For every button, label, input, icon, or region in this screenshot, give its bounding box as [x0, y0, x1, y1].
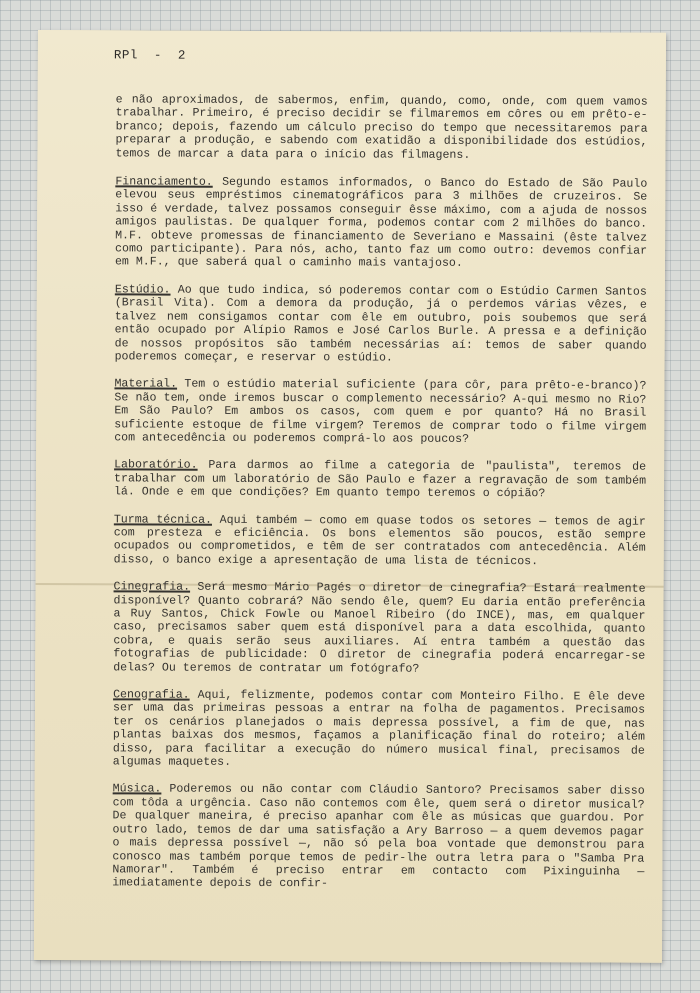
- paragraph-text: Poderemos ou não contar com Cláudio Santoro? Precisamos saber disso com tôda a urgência. Caso não contemos com êle, quem será o diretor musical? De qualquer maneira, é preciso apanhar com êle as músicas que guardou. Por outro lado, temos de dar uma satisfação a Ary Barroso — a quem devemos pagar o mais depressa possível —, não só pela boa vontade que demonstrou para conosco mas também porque temos de pedir-lhe outra letra para o "Samba Pra Namorar". Também é preciso entrar em contacto com Pixinguinha — imediatamente depois de confir-: [112, 783, 652, 891]
- paragraph-text: Ao que tudo indica, só poderemos contar com o Estúdio Carmen Santos (Brasil Vita). Com a demora da produção, já o perdemos várias vêzes, e talvez nem consigamos contar com êle em outubro, pois soubemos que será então ocupado por Alípio Ramos e José Carlos Burle. A pressa e a definição de nossos propósitos são também necessárias aí: temos de saber quando poderemos começar, e reservar o estúdio.: [114, 283, 654, 365]
- document-page: [34, 30, 666, 963]
- material-paragraph: [114, 377, 654, 447]
- musica-paragraph: [112, 782, 652, 893]
- financiamento-paragraph: [114, 175, 655, 271]
- paragraph-title: Turma técnica.: [113, 512, 213, 527]
- paragraph-text: Aqui também — como em quase todos os setores — temos de agir com presteza e eficiência. Os bons elementos são poucos, estão sempre ocupados ou comprometidos, e têm de ser contratados com antecedência. Além disso, o banco exige a apresentação de uma lista de técnicos.: [113, 513, 653, 568]
- paragraph-title: Cinegrafia.: [113, 580, 191, 594]
- paragraph-text: Tem o estúdio material suficiente (para côr, para prêto-e-branco)? Se não tem, onde iremos buscar o complemento necessário? A-qui mesmo no Rio? Em São Paulo? Em ambos os casos, com quem e por quanto? Há no Brasil suficiente estoque de filme virgem? Teremos de comprar todo o filme virgem com antecedência ou poderemos comprá-lo aos poucos?: [114, 377, 654, 446]
- cinegrafia-paragraph: [113, 580, 653, 677]
- paragraph-text: Será mesmo Mário Pagés o diretor de cinegrafia? Estará realmente disponível? Quanto cobrará? Não sendo êle, quem? Eu daria então preferência a Ruy Santos, Chick Fowle ou Manoel Ribeiro (do INCE), mas, em qualquer caso, precisamos saber quem está disponível para a data escolhida, quanto cobra, e quais serão seus auxiliares. Aí entra também a questão das fotografias de publicidade: O diretor de cinegrafia poderá encarregar-se delas? Ou teremos de contratar um fotógrafo?: [113, 580, 653, 676]
- paragraph-text: e não aproximados, de sabermos, enfim, quando, como, onde, com quem vamos trabalhar. Primeiro, é preciso decidir se filmaremos em côres ou em prêto-e-branco; depois, fazendo um cálculo preciso do tempo que necessitaremos para preparar a produção, e sabendo com exatidão a disponibilidade dos estúdios, temos de marcar a data para o início das filmagens.: [115, 93, 655, 162]
- laboratorio-paragraph: [113, 458, 654, 502]
- paragraph-title: Cenografia.: [113, 688, 190, 702]
- paragraph-title: Música.: [112, 782, 162, 797]
- intro-paragraph: [115, 93, 655, 162]
- paragraph-title: Material.: [114, 377, 178, 391]
- estudio-paragraph: [114, 283, 654, 366]
- paragraph-text: Segundo estamos informados, o Banco do Estado de São Paulo elevou seus empréstimos cinematográficos para 3 milhões de cruzeiros. Se isso é verdade, talvez possamos conseguir êsse máximo, com a ajuda de nossos amigos paulistas. De qualquer forma, podemos contar com 2 milhões do banco. M.F. obteve promessas de financiamento de Severiano e Massaini (êste talvez como participante). Para nós, acho, tanto faz um como outro: devemos confiar em M.F., que saberá qual o caminho mais vantajoso.: [114, 175, 655, 271]
- page-header: RPl - 2: [113, 48, 186, 63]
- paragraph-title: Financiamento.: [115, 175, 213, 189]
- document-body: [112, 93, 655, 906]
- paragraph-text: Aqui, felizmente, podemos contar com Monteiro Filho. E êle deve ser uma das primeiras pessoas a entrar na folha de pagamentos. Precisamos ter os cenários planejados o mais depressa possível, a fim de que, nas plantas baixas dos mesmos, façamos a planificação final do roteiro; além disso, para facilitar a execução do número musical final, precisamos de algumas maquetes.: [112, 688, 653, 769]
- paragraph-title: Laboratório.: [114, 458, 198, 473]
- paragraph-text: Para darmos ao filme a categoria de "paulista", teremos de trabalhar com um laboratório de São Paulo e fazer a regravação de som também lá. Onde e em que condições? Em quanto tempo teremos o cópião?: [113, 459, 654, 501]
- paragraph-title: Estúdio.: [114, 283, 171, 297]
- turma-tecnica-paragraph: [113, 512, 653, 569]
- cenografia-paragraph: [112, 688, 653, 771]
